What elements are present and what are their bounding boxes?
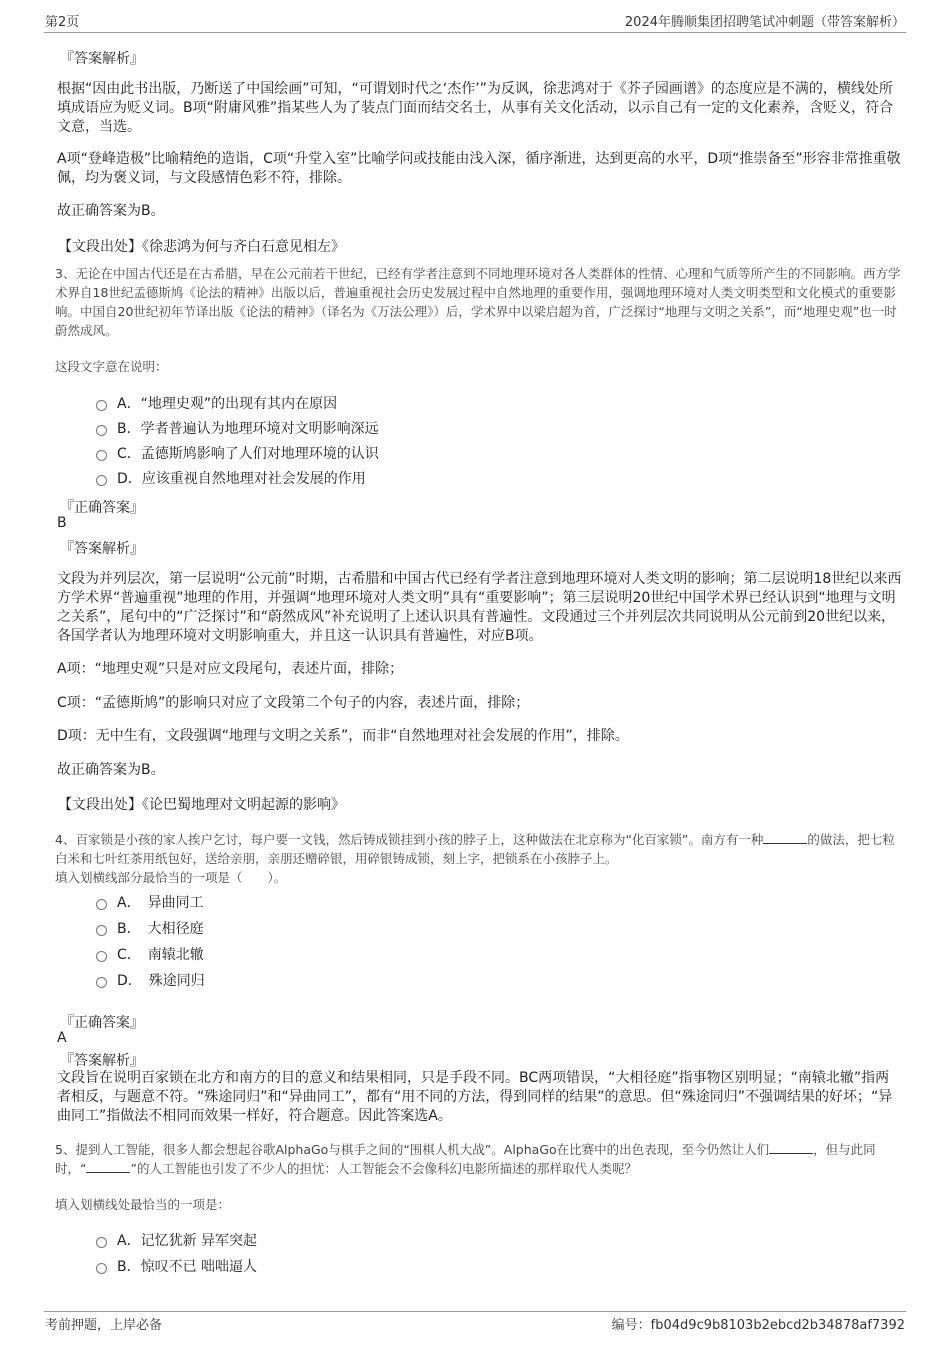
q4-option-d[interactable]: D． 殊途同归 (96, 970, 205, 990)
page-number: 第2页 (45, 15, 80, 30)
q3-option-d[interactable]: D．应该重视自然地理对社会发展的作用 (96, 468, 366, 488)
q4-option-a[interactable]: A． 异曲同工 (96, 892, 204, 912)
q4-stem: 4、百家锁是小孩的家人挨户乞讨，每户要一文钱，然后铸成锁挂到小孩的脖子上，这种做法在北京称为“化百家锁”。南方有一种 的做法，把七粒白米和七叶红茶用纸包好，送给亲朋，亲朋还赠碎银，用碎银铸成锁，刻上字，把锁系在小孩脖子上。 (55, 832, 895, 866)
q3-option-c[interactable]: C．孟德斯鸠影响了人们对地理环境的认识 (96, 443, 379, 463)
q4-answer: A (57, 1030, 67, 1046)
header-divider (44, 32, 906, 33)
q2-analysis-conclusion: 故正确答案为B。 (57, 203, 165, 219)
q2-analysis-p2: A项“登峰造极”比喻精绝的造诣，C项“升堂入室”比喻学问或技能由浅入深，循序渐进，达到更高的水平，D项“推崇备至”形容非常推重敬佩，均为褒义词，与文段感情色彩不符，排除。 (57, 151, 901, 186)
q4-analysis: 文段旨在说明百家锁在北方和南方的目的意义和结果相同，只是手段不同。BC两项错误，“大相径庭”指事物区别明显；“南辕北辙”指两者相反，与题意不符。“殊途同归”和“异曲同工”，都有“用不同的方法，得到同样的结果”的意思。但“殊途同归”不强调结果的好坏；“异曲同工”指做法不相同而效果一样好，符合题意。因此答案选A。 (57, 1070, 893, 1124)
q3-option-b[interactable]: B．学者普遍认为地理环境对文明影响深远 (96, 418, 379, 438)
q4-option-b[interactable]: B． 大相径庭 (96, 918, 204, 938)
q3-option-a[interactable]: A．“地理史观”的出现有其内在原因 (96, 393, 337, 413)
q3-source: 【文段出处】《论巴蜀地理对文明起源的影响》 (58, 797, 345, 813)
q3-prompt: 这段文字意在说明： (55, 359, 168, 374)
q4-option-c[interactable]: C． 南辕北辙 (96, 944, 204, 964)
radio-icon[interactable] (96, 475, 107, 486)
q4-prompt: 填入划横线部分最恰当的一项是（ ）。 (55, 870, 287, 885)
q2-analysis-p1: 根据“因由此书出版，乃断送了中国绘画”可知，“可谓划时代之‘杰作’”为反讽，徐悲鸿对于《芥子园画谱》的态度应是不满的，横线处所填成语应为贬义词。B项“附庸风雅”指某些人为了装点门面而结交名士，从事有关文化活动，以示自己有一定的文化素养，含贬义，符合文意，当选。 (57, 81, 894, 135)
document-title: 2024年腾顺集团招聘笔试冲刺题（带答案解析） (624, 15, 905, 30)
fill-blank (763, 831, 807, 844)
q3-answer: B (57, 515, 67, 531)
footer-divider (44, 1311, 906, 1312)
q5-prompt: 填入划横线处最恰当的一项是： (55, 1197, 231, 1212)
radio-icon[interactable] (96, 925, 107, 936)
q5-option-b[interactable]: B．惊叹不已 咄咄逼人 (96, 1256, 257, 1276)
radio-icon[interactable] (96, 400, 107, 411)
q3-analysis-conclusion: 故正确答案为B。 (57, 762, 165, 778)
q4-analysis-label: 『答案解析』 (60, 1053, 144, 1069)
radio-icon[interactable] (96, 977, 107, 988)
q4-answer-label: 『正确答案』 (60, 1015, 144, 1031)
fill-blank (769, 1141, 813, 1154)
q3-analysis-p1: 文段为并列层次，第一层说明“公元前”时期，古希腊和中国古代已经有学者注意到地理环境对人类文明的影响；第二层说明18世纪以来西方学术界“普遍重视”地理的作用，并强调“地理环境对人类文明”具有“重要影响”；第三层说明20世纪中国学术界已经认识到“地理与文明之关系”，尾句中的“广泛探讨”和“蔚然成风”补充说明了上述认识具有普遍性。文段通过三个并列层次共同说明从公元前到20世纪以来，各国学者认为地理环境对文明影响重大，并且这一认识具有普遍性，对应B项。 (57, 571, 902, 644)
q2-source: 【文段出处】《徐悲鸿为何与齐白石意见相左》 (58, 239, 345, 255)
radio-icon[interactable] (96, 450, 107, 461)
radio-icon[interactable] (96, 899, 107, 910)
q3-analysis-p4: D项：无中生有，文段强调“地理与文明之关系”，而非“自然地理对社会发展的作用”，排除。 (57, 728, 629, 744)
footer-slogan: 考前押题，上岸必备 (45, 1318, 163, 1333)
q5-option-a[interactable]: A．记忆犹新 异军突起 (96, 1230, 257, 1250)
radio-icon[interactable] (96, 951, 107, 962)
radio-icon[interactable] (96, 1237, 107, 1248)
q3-analysis-label: 『答案解析』 (60, 541, 144, 557)
radio-icon[interactable] (96, 425, 107, 436)
q3-analysis-p3: C项：“孟德斯鸠”的影响只对应了文段第二个句子的内容，表述片面，排除； (57, 695, 530, 711)
fill-blank (86, 1160, 130, 1173)
q3-analysis-p2: A项：“地理史观”只是对应文段尾句，表述片面，排除； (57, 661, 404, 677)
q3-stem: 3、无论在中国古代还是在古希腊，早在公元前若干世纪，已经有学者注意到不同地理环境对各人类群体的性情、心理和气质等所产生的不同影响。西方学术界自18世纪孟德斯鸠《论法的精神》出版以后，普遍重视社会历史发展过程中自然地理的重要作用，强调地理环境对人类文明类型和文化模式的重要影响。中国自20世纪初年节译出版《论法的精神》（译名为《万法公理》）后，学术界中以梁启超为首，广泛探讨“地理与文明之关系”，而“地理史观”也一时蔚然成风。 (55, 266, 901, 338)
q5-stem: 5、提到人工智能，很多人都会想起谷歌AlphaGo与棋手之间的“围棋人机大战”。AlphaGo在比赛中的出色表现，至今仍然让人们 ，但与此同时，“ ”的人工智能也引发了不少人的担忧：人工智能会不会像科幻电影所描述的那样取代人类呢？ (55, 1142, 876, 1176)
q3-answer-label: 『正确答案』 (60, 500, 144, 516)
q2-analysis-label: 『答案解析』 (60, 51, 144, 67)
radio-icon[interactable] (96, 1263, 107, 1274)
document-code: 编号：fb04d9c9b8103b2ebcd2b34878af7392 (611, 1318, 905, 1333)
